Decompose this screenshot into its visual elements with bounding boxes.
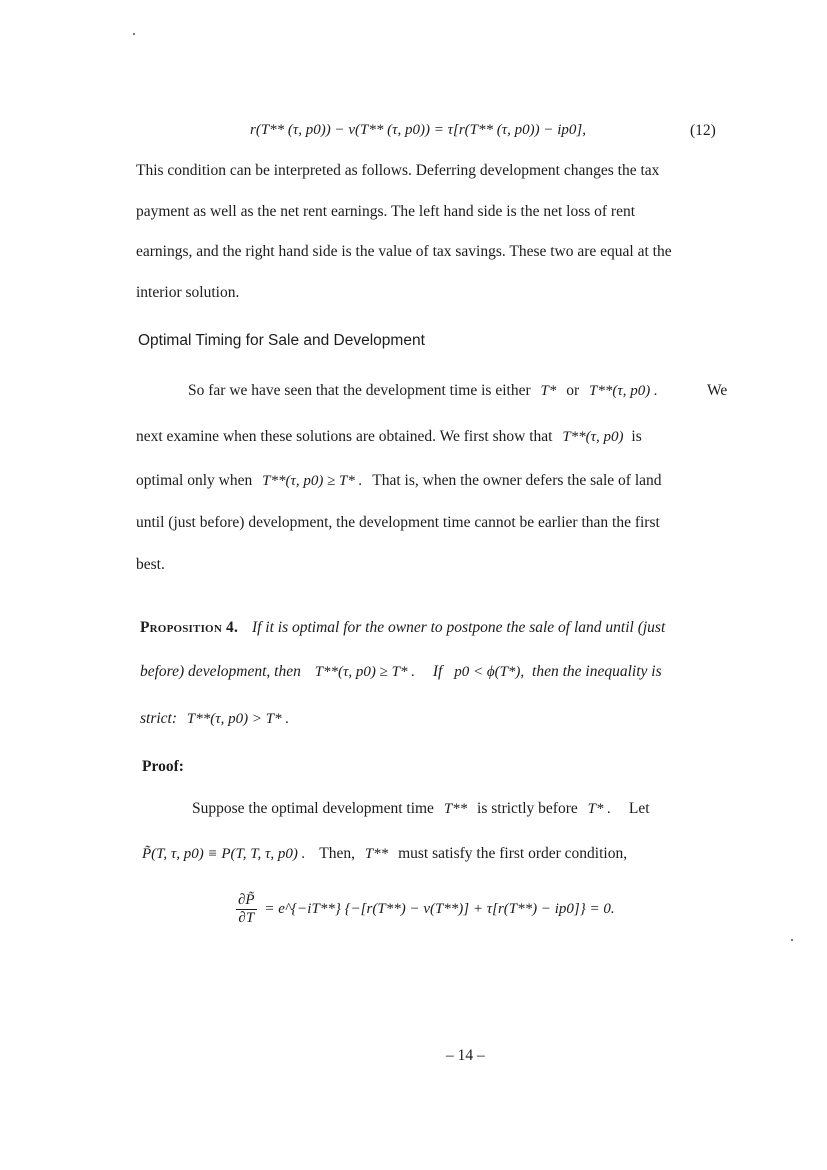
proposition-line-2 (140, 663, 662, 681)
paragraph-2-line-2 (136, 428, 642, 446)
paragraph-1-line-1: This condition can be interpreted as follows. Deferring development changes the tax (136, 162, 660, 179)
math-t-double-star: T**(τ, p0) . (589, 383, 658, 399)
scan-speck (133, 33, 135, 35)
paragraph-1-line-4: interior solution. (136, 284, 240, 301)
paragraph-1-line-3: earnings, and the right hand side is the value of tax savings. These two are equal at the (136, 243, 672, 260)
math-condition: p0 < ϕ(T*), (454, 664, 525, 680)
paragraph-2-line-1-end: We (707, 382, 728, 399)
math-t-double-star: T** (364, 846, 389, 862)
paragraph-2-line-2-text: next examine when these solutions are obtained. We first show that (136, 428, 553, 445)
equation-12-text: r(T** (τ, p0)) − v(T** (τ, p0)) = τ[r(T** (τ, p0)) − ip0], (250, 122, 586, 138)
proposition-label: Proposition 4. (140, 619, 239, 636)
math-strict-inequality: T**(τ, p0) > T* . (186, 711, 290, 727)
proof-then: Then, (319, 845, 355, 862)
proposition-line-1 (140, 619, 665, 637)
proof-line-2 (142, 845, 627, 863)
proof-line-1 (192, 800, 650, 818)
fraction-numerator: ∂P̃ (238, 892, 255, 908)
equation-number: (12) (690, 122, 716, 139)
section-heading: Optimal Timing for Sale and Development (138, 332, 425, 349)
proof-line-1-mid: is strictly before (477, 800, 578, 817)
proposition-if: If (432, 663, 443, 680)
first-order-condition (236, 892, 615, 927)
proposition-line-3 (140, 710, 289, 728)
proposition-line-1-text: If it is optimal for the owner to postpone the sale of land until (just (251, 619, 666, 636)
paragraph-2-line-4: until (just before) development, the development time cannot be earlier than the first (136, 514, 660, 531)
math-inequality: T**(τ, p0) ≥ T* . (262, 473, 363, 489)
proof-line-1-end: Let (628, 800, 650, 817)
paragraph-2-line-1 (188, 382, 658, 400)
paragraph-2-line-1-text: So far we have seen that the development time is either (188, 382, 531, 399)
proof-line-1-text: Suppose the optimal development time (192, 800, 434, 817)
proposition-strict: strict: (140, 710, 178, 727)
math-p-tilde-definition: P̃(T, τ, p0) ≡ P(T, T, τ, p0) . (142, 846, 306, 862)
math-t-star: T* . (587, 801, 611, 817)
paragraph-2-line-3-text: optimal only when (136, 472, 253, 489)
math-inequality: T**(τ, p0) ≥ T* . (314, 664, 415, 680)
paragraph-2-line-3 (136, 472, 662, 490)
paragraph-2-line-3-end: That is, when the owner defers the sale of land (372, 472, 662, 489)
math-t-star: T* (540, 383, 557, 399)
equation-12 (250, 122, 586, 139)
page-number: – 14 – (446, 1047, 485, 1064)
paragraph-2-line-2-end: is (631, 428, 642, 445)
partial-derivative-fraction (236, 892, 257, 927)
scan-speck (791, 939, 793, 941)
proof-line-2-end: must satisfy the first order condition, (398, 845, 628, 862)
proof-label: Proof: (142, 758, 184, 775)
math-t-double-star: T** (443, 801, 468, 817)
fraction-denominator: ∂T (238, 910, 255, 926)
math-t-double-star: T**(τ, p0) (562, 429, 624, 445)
paragraph-2-or: or (566, 382, 580, 399)
foc-right-hand-side: = e^{−iT**} {−[r(T**) − v(T**)] + τ[r(T**) − ip0]} = 0. (264, 901, 615, 917)
paragraph-2-line-5: best. (136, 556, 165, 573)
paragraph-1-line-2: payment as well as the net rent earnings. The left hand side is the net loss of rent (136, 203, 636, 220)
proposition-line-2-end: then the inequality is (532, 663, 662, 680)
proposition-line-2-text: before) development, then (140, 663, 301, 680)
